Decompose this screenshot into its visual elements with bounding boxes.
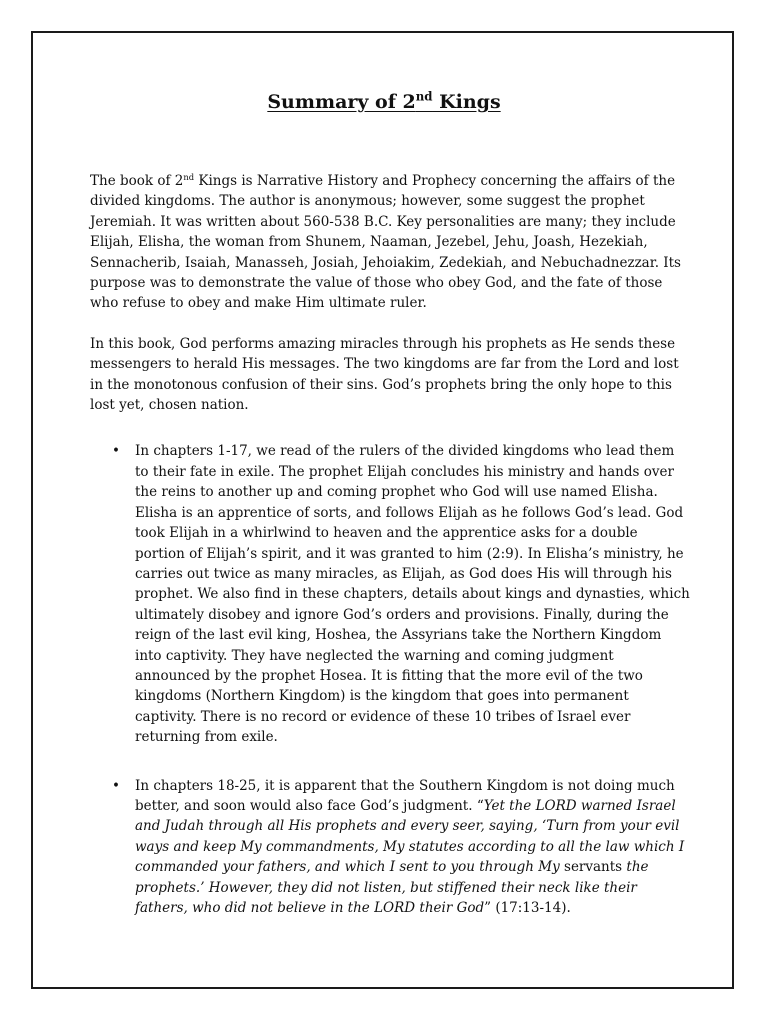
title-superscript: nd — [415, 89, 433, 104]
bullet-marker: • — [112, 443, 120, 460]
title-main: Summary of 2 — [267, 91, 416, 113]
document-body — [90, 171, 690, 938]
intro-superscript: nd — [183, 171, 195, 182]
list-item — [90, 441, 690, 747]
page-title — [0, 89, 768, 113]
scripture-reference: ” (17:13-14). — [484, 900, 571, 916]
bullet-text: servants — [559, 859, 627, 876]
miracles-paragraph: In this book, God performs amazing miracles through his prophets as He sends these messengers to herald His messages. The two kingdoms are far from the Lord and lost in the monotonous confusion of their sins. God’s prophets bring the only hope to this lost yet, chosen nation. — [90, 335, 679, 414]
bullet-text: In chapters 1-17, we read of the rulers of the divided kingdoms who lead them to their fate in exile. The prophet Elijah concludes his ministry and hands over the reins to another up and coming prophet who God will use named Elisha. Elisha is an apprentice of sorts, and follows Elijah as he follows God’s lead. God took Elijah in a whirlwind to heaven and the apprentice asks for a double portion of Elijah’s spirit, and it was granted to him (2:9). In Elisha’s ministry, he carries out twice as many miracles, as Elijah, as God does His will through his prophet. We also find in these chapters, details about kings and dynasties, which ultimately disobey and ignore God’s orders and provisions. Finally, during the reign of the last evil king, Hoshea, the Assyrians take the Northern Kingdom into captivity. They have neglected the warning and coming judgment announced by the prophet Hosea. It is fitting that the more evil of the two kingdoms (Northern Kingdom) is the kingdom that goes into permanent captivity. There is no record or evidence of these 10 tribes of Israel ever returning from exile. — [135, 443, 690, 746]
scripture-quote: Yet the LORD warned Israel and Judah through all His prophets and every seer, saying, ‘Turn from your evil ways and keep My commandments, My statutes according to all the law which I commanded your fathers, and which I sent to you through My — [135, 797, 685, 876]
intro-lead: The book of 2 — [90, 173, 184, 189]
list-item — [90, 776, 690, 919]
intro-text: Kings is Narrative History and Prophecy concerning the affairs of the divided kingdoms. The author is anonymous; however, some suggest the prophet Jeremiah. It was written about 560-538 B.C. Key personalities are many; they include Elijah, Elisha, the woman from Shunem, Naaman, Jezebel, Jehu, Joash, Hezekiah, Sennacherib, Isaiah, Manasseh, Josiah, Jehoiakim, Zedekiah, and Nebuchadnezzar. Its purpose was to demonstrate the value of those who obey God, and the fate of those who refuse to obey and make Him ultimate ruler. — [90, 173, 681, 312]
intro-paragraph — [90, 171, 690, 314]
bullet-text: In chapters 18-25, it is apparent that the Southern Kingdom is not doing much better, and soon would also face God’s judgment. “ — [135, 777, 675, 814]
chapter-summary-list — [90, 441, 690, 918]
scripture-quote: the prophets.’ However, they did not listen, but stiffened their neck like their fathers, who did not believe in the LORD their God — [135, 859, 649, 916]
title-rest: Kings — [432, 91, 501, 113]
bullet-marker: • — [112, 777, 120, 794]
